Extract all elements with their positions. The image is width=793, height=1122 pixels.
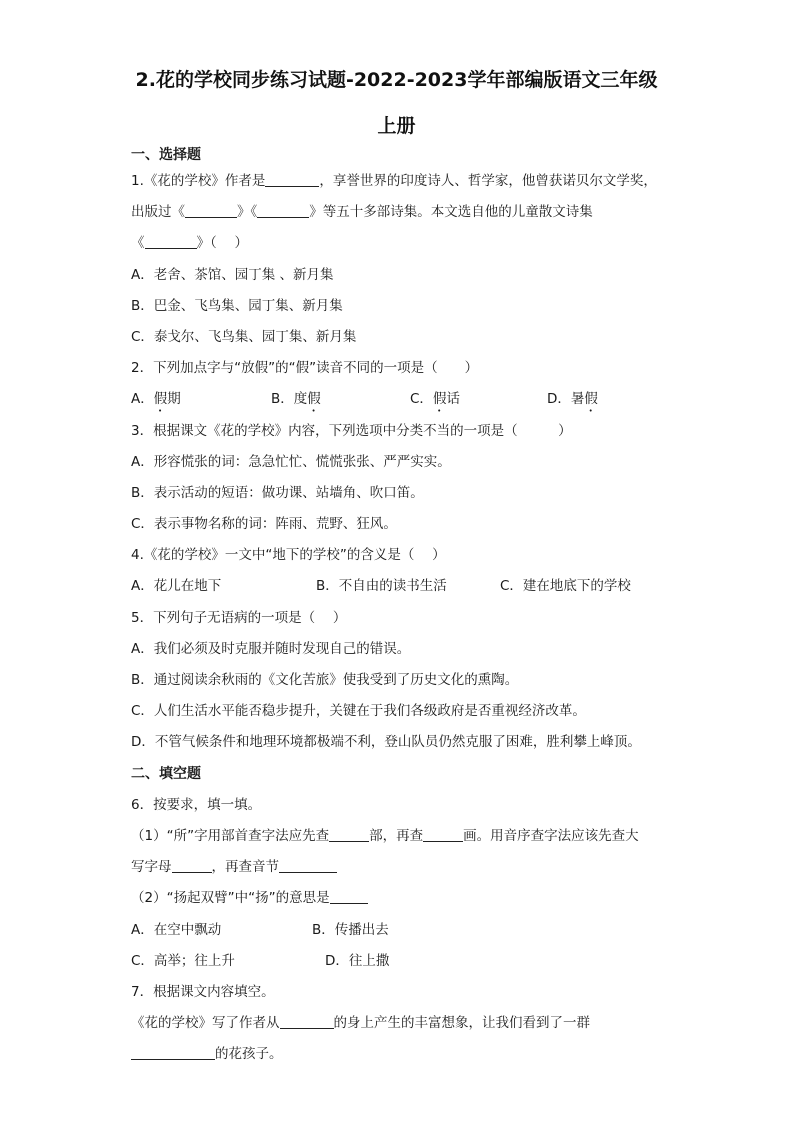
q3-option-a[interactable]: A．形容慌张的词：急急忙忙、慌慌张张、严严实实。 [131,453,451,470]
option-label: D．暑 [547,391,585,408]
section-heading-choice: 一、选择题 [131,147,201,163]
q1-text: ，享誉世界的印度诗人、哲学家，他曾获诺贝尔文学奖， [319,173,657,189]
q1-text: 1.《花的学校》作者是 [131,173,266,189]
q6-options-ab [131,915,671,946]
answer-blank[interactable] [423,827,463,842]
dotted-char: 假 [153,391,168,408]
q1-option-b[interactable]: B．巴金、飞鸟集、园丁集、新月集 [131,297,343,314]
dotted-char: 假 [307,391,321,408]
exercise-content [131,144,671,1070]
q7-stem: 7．根据课文内容填空。 [131,983,275,1000]
q2-option-b[interactable] [271,384,410,415]
q6-part2 [131,883,671,914]
q4-option-b[interactable]: B．不自由的读书生活 [316,578,447,595]
answer-blank[interactable] [145,234,197,249]
q4-options [131,571,671,602]
option-text: 期 [167,391,181,408]
answer-blank[interactable] [280,1014,334,1029]
answer-blank[interactable] [279,858,337,873]
q6-text: 写字母 [131,859,172,876]
answer-blank[interactable] [265,172,319,187]
q2-option-d[interactable] [547,384,598,415]
section-heading-fill: 二、填空题 [131,765,201,782]
q1-text: 》（ ） [196,235,249,252]
q3-option-c[interactable]: C．表示事物名称的词：阵雨、荒野、狂风。 [131,516,397,533]
q6-option-b[interactable]: B．传播出去 [312,921,389,938]
q6-option-c[interactable]: C．高举；往上升 [131,952,235,969]
q5-stem: 5．下列句子无语病的一项是（ ） [131,609,347,626]
q5-option-c[interactable]: C．人们生活水平能否稳步提升，关键在于我们各级政府是否重视经济改革。 [131,703,586,720]
option-label: A． [131,391,154,408]
q1-line2 [131,197,671,228]
q1-text: 》《 [237,204,258,221]
q7-line1 [131,1008,671,1039]
q1-option-a[interactable]: A．老舍、茶馆、园丁集 、新月集 [131,266,334,283]
dotted-char: 假 [432,391,447,408]
dotted-char: 假 [584,391,598,408]
option-label: C． [410,391,433,408]
document-title-line1: 2.花的学校同步练习试题-2022-2023学年部编版语文三年级 [135,69,658,91]
q7-text: 的花孩子。 [215,1046,283,1063]
q6-text: （1）“所”字用部首查字法应先查 [131,827,330,844]
answer-blank[interactable] [172,858,212,873]
q2-stem: 2．下列加点字与“放假”的“假”读音不同的一项是（ ） [131,360,479,377]
q4-option-a[interactable]: A．花儿在地下 [131,578,222,595]
q1-text: 《 [131,235,145,252]
q6-option-a[interactable]: A．在空中飘动 [131,921,222,938]
q6-option-d[interactable]: D．往上撒 [325,952,390,969]
q4-stem: 4.《花的学校》一文中“地下的学校”的含义是（ ） [131,547,446,564]
q1-line3 [131,228,671,259]
q6-text: 部，再查 [369,827,424,844]
q6-part1-line1 [131,821,671,852]
q1-option-c[interactable]: C．泰戈尔、飞鸟集、园丁集、新月集 [131,328,357,345]
q6-text: （2）“扬起双臂”中“扬”的意思是 [131,890,330,907]
answer-blank[interactable] [330,889,368,904]
q6-text: ，再查音节 [211,859,279,876]
option-label: B．度 [271,391,308,408]
answer-blank[interactable] [185,203,237,218]
q3-option-b[interactable]: B．表示活动的短语：做功课、站墙角、吹口笛。 [131,484,424,501]
q5-option-d[interactable]: D．不管气候条件和地理环境都极端不利，登山队员仍然克服了困难，胜利攀上峰顶。 [131,734,641,751]
q2-option-a[interactable] [131,384,271,415]
q1-text: 》等五十多部诗集。本文选自他的儿童散文诗集 [309,204,593,221]
q2-options [131,384,671,415]
q6-options-cd [131,946,671,977]
answer-blank[interactable] [131,1045,215,1060]
q7-text: 《花的学校》写了作者从 [131,1015,280,1032]
q3-stem: 3．根据课文《花的学校》内容，下列选项中分类不当的一项是（ ） [131,422,572,439]
q5-option-b[interactable]: B．通过阅读余秋雨的《文化苦旅》使我受到了历史文化的熏陶。 [131,672,519,688]
document-title-line2: 上册 [377,115,416,137]
q2-option-c[interactable] [410,384,547,415]
q1-line1 [131,166,671,197]
option-text: 话 [446,391,460,408]
q5-option-a[interactable]: A．我们必须及时克服并随时发现自己的错误。 [131,640,411,657]
q6-part1-line2 [131,852,671,883]
answer-blank[interactable] [329,827,369,842]
answer-blank[interactable] [257,203,309,218]
q7-text: 的身上产生的丰富想象，让我们看到了一群 [333,1015,590,1032]
q4-option-c[interactable]: C．建在地底下的学校 [500,578,631,595]
q1-text: 出版过《 [131,204,185,221]
q7-line2 [131,1039,671,1070]
q6-text: 画。用音序查字法应该先查大 [463,827,639,844]
q6-stem: 6．按要求，填一填。 [131,796,262,813]
